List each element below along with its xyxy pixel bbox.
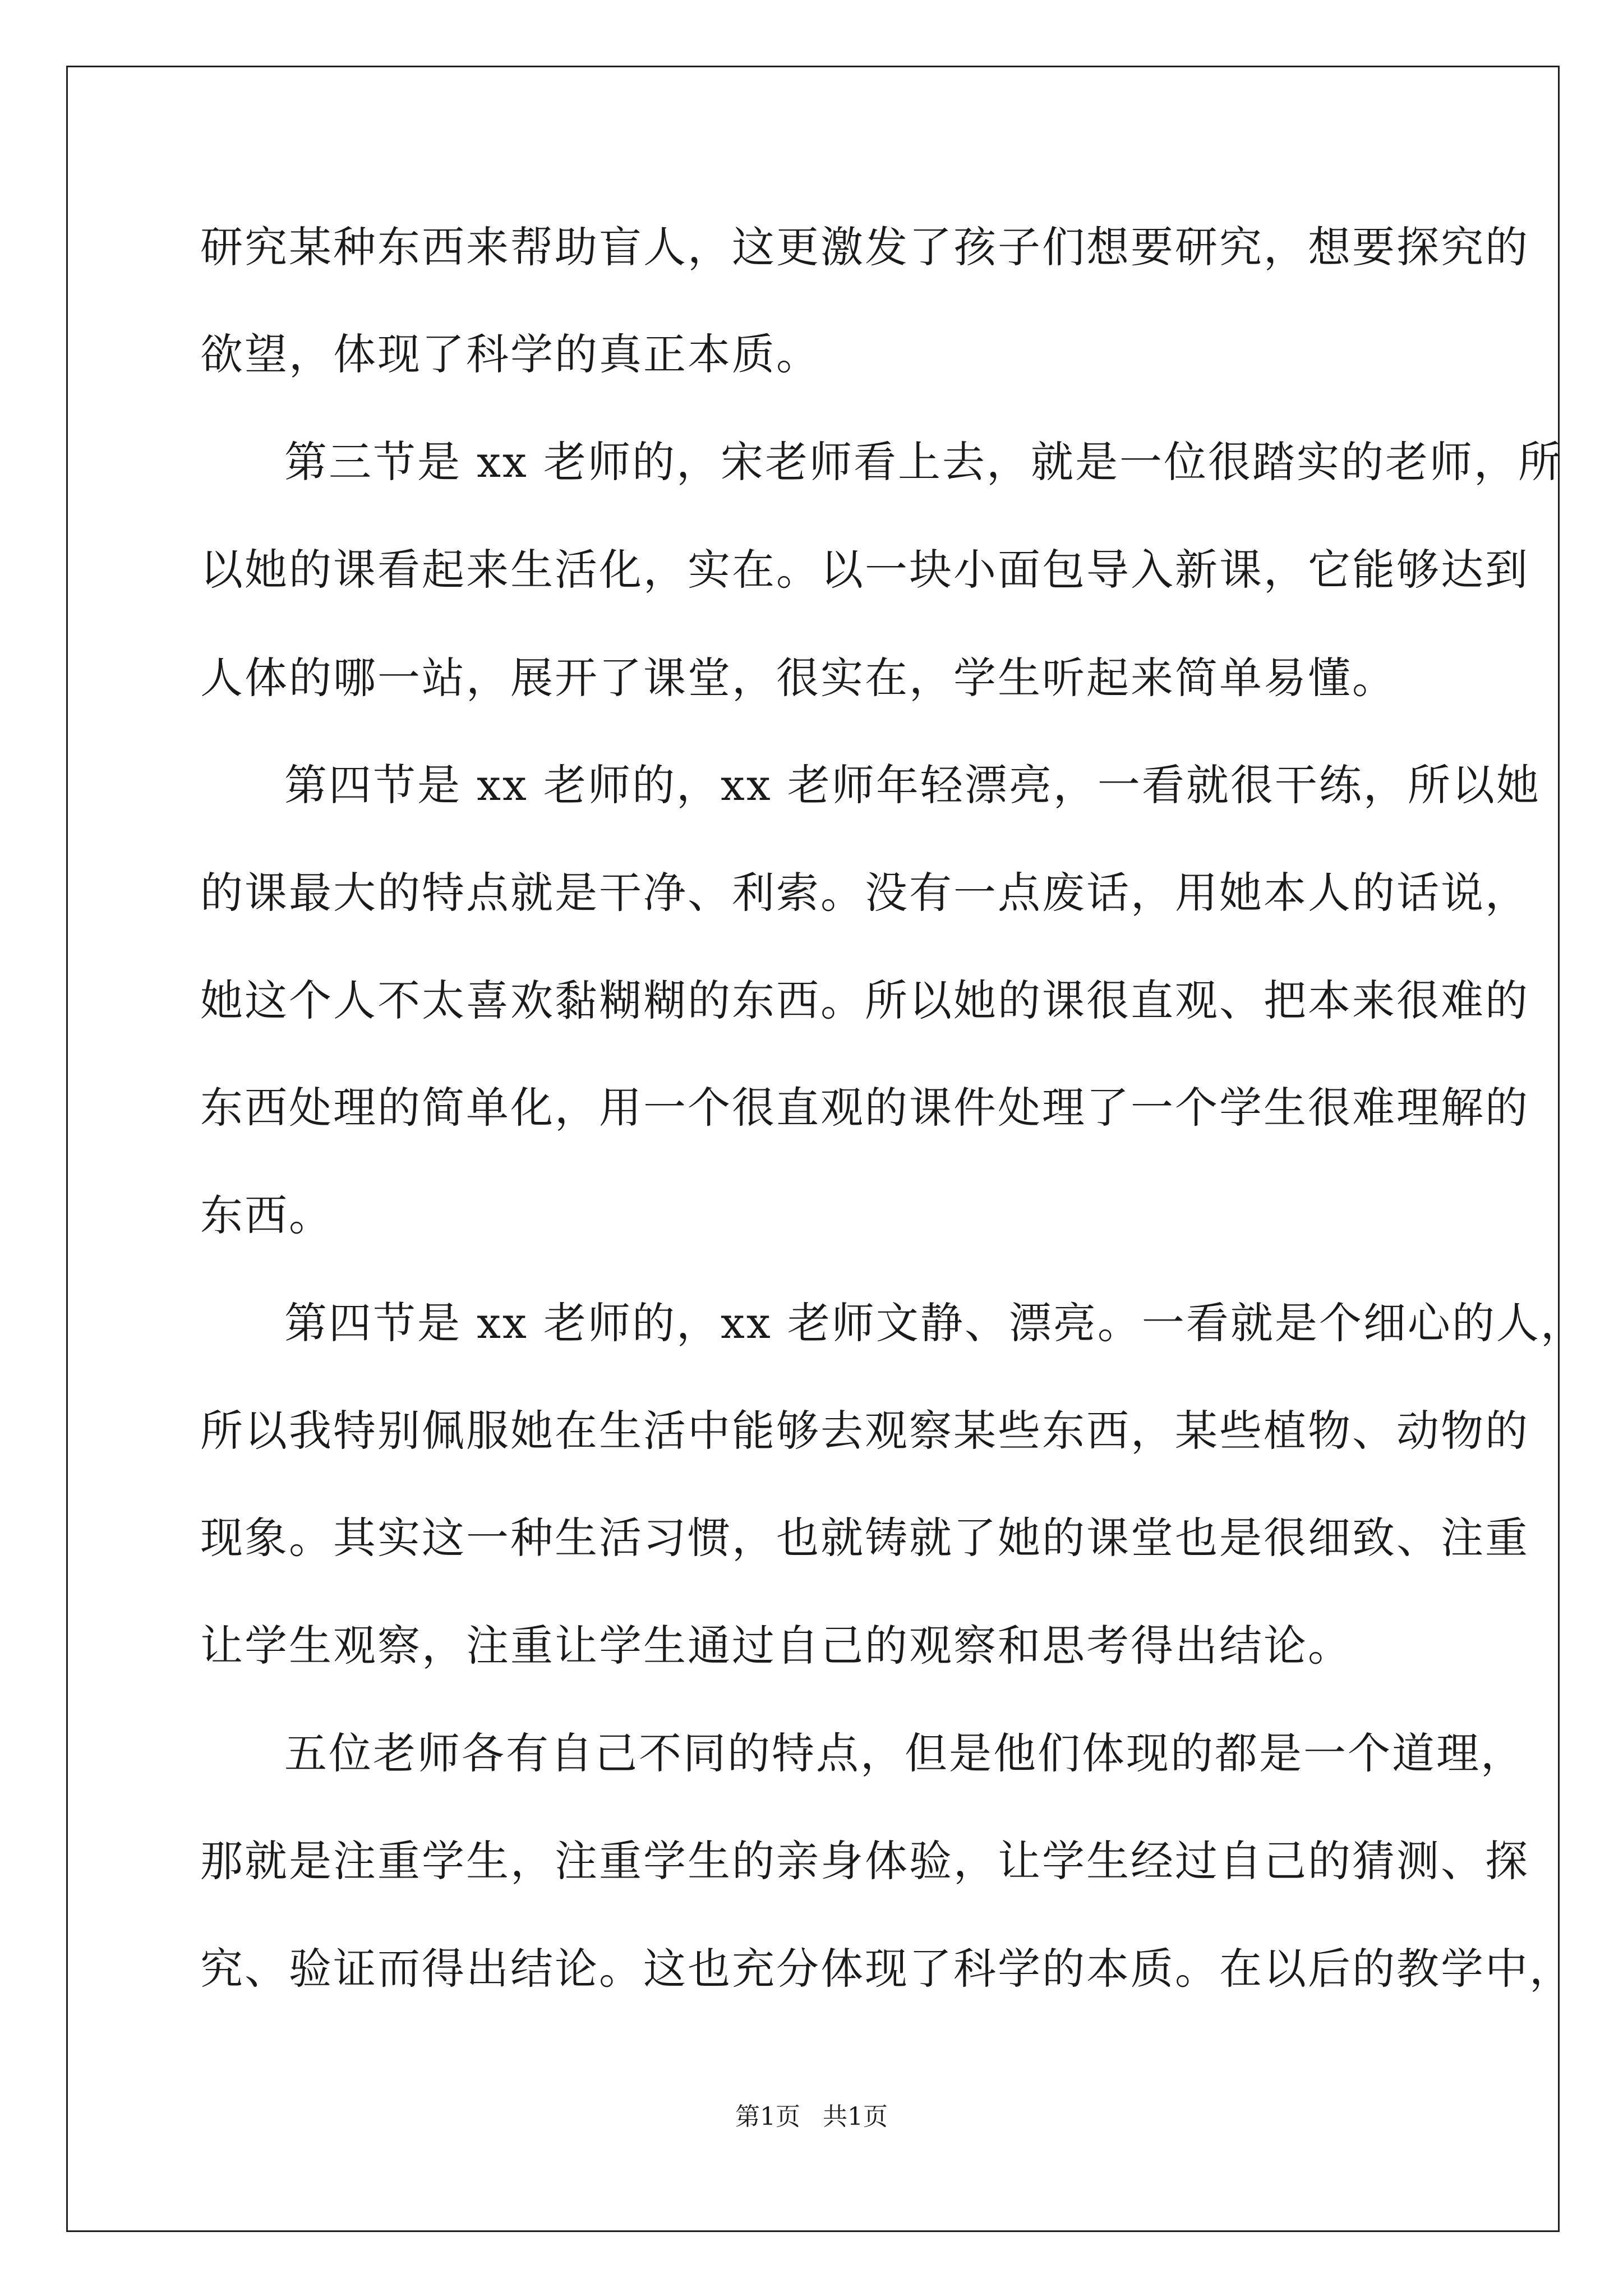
page-total: 共1页 xyxy=(823,2102,888,2131)
paragraph-first-line: 第四节是 xx 老师的，xx 老师文静、漂亮。一看就是个细心的人， xyxy=(284,1298,1585,1348)
text-line: 让学生观察，注重让学生通过自己的观察和思考得出结论。 xyxy=(200,1621,1352,1671)
text-line: 的课最大的特点就是干净、利索。没有一点废话，用她本人的话说， xyxy=(200,868,1529,918)
paragraph-first-line: 第三节是 xx 老师的，宋老师看上去，就是一位很踏实的老师，所 xyxy=(284,437,1563,487)
text-line: 现象。其实这一种生活习惯，也就铸就了她的课堂也是很细致、注重 xyxy=(200,1513,1529,1563)
text-line: 东西。 xyxy=(200,1190,333,1240)
text-line: 研究某种东西来帮助盲人，这更激发了孩子们想要研究，想要探究的 xyxy=(200,222,1529,272)
page-border xyxy=(66,66,1563,2232)
page-number: 第1页 xyxy=(735,2102,800,2131)
paragraph-first-line: 第四节是 xx 老师的，xx 老师年轻漂亮，一看就很干练，所以她 xyxy=(284,760,1541,810)
text-line: 以她的课看起来生活化，实在。以一块小面包导入新课，它能够达到 xyxy=(200,545,1529,595)
text-line: 所以我特别佩服她在生活中能够去观察某些东西，某些植物、动物的 xyxy=(200,1406,1529,1456)
text-line: 欲望，体现了科学的真正本质。 xyxy=(200,329,820,379)
text-line: 她这个人不太喜欢黏糊糊的东西。所以她的课很直观、把本来很难的 xyxy=(200,976,1529,1025)
text-line: 人体的哪一站，展开了课堂，很实在，学生听起来简单易懂。 xyxy=(200,653,1396,703)
paragraph-first-line: 五位老师各有自己不同的特点，但是他们体现的都是一个道理， xyxy=(284,1728,1525,1778)
page-footer xyxy=(0,2101,1623,2133)
text-line: 究、验证而得出结论。这也充分体现了科学的本质。在以后的教学中， xyxy=(200,1944,1574,1994)
text-line: 东西处理的简单化，用一个很直观的课件处理了一个学生很难理解的 xyxy=(200,1083,1529,1133)
text-line: 那就是注重学生，注重学生的亲身体验，让学生经过自己的猜测、探 xyxy=(200,1836,1529,1886)
